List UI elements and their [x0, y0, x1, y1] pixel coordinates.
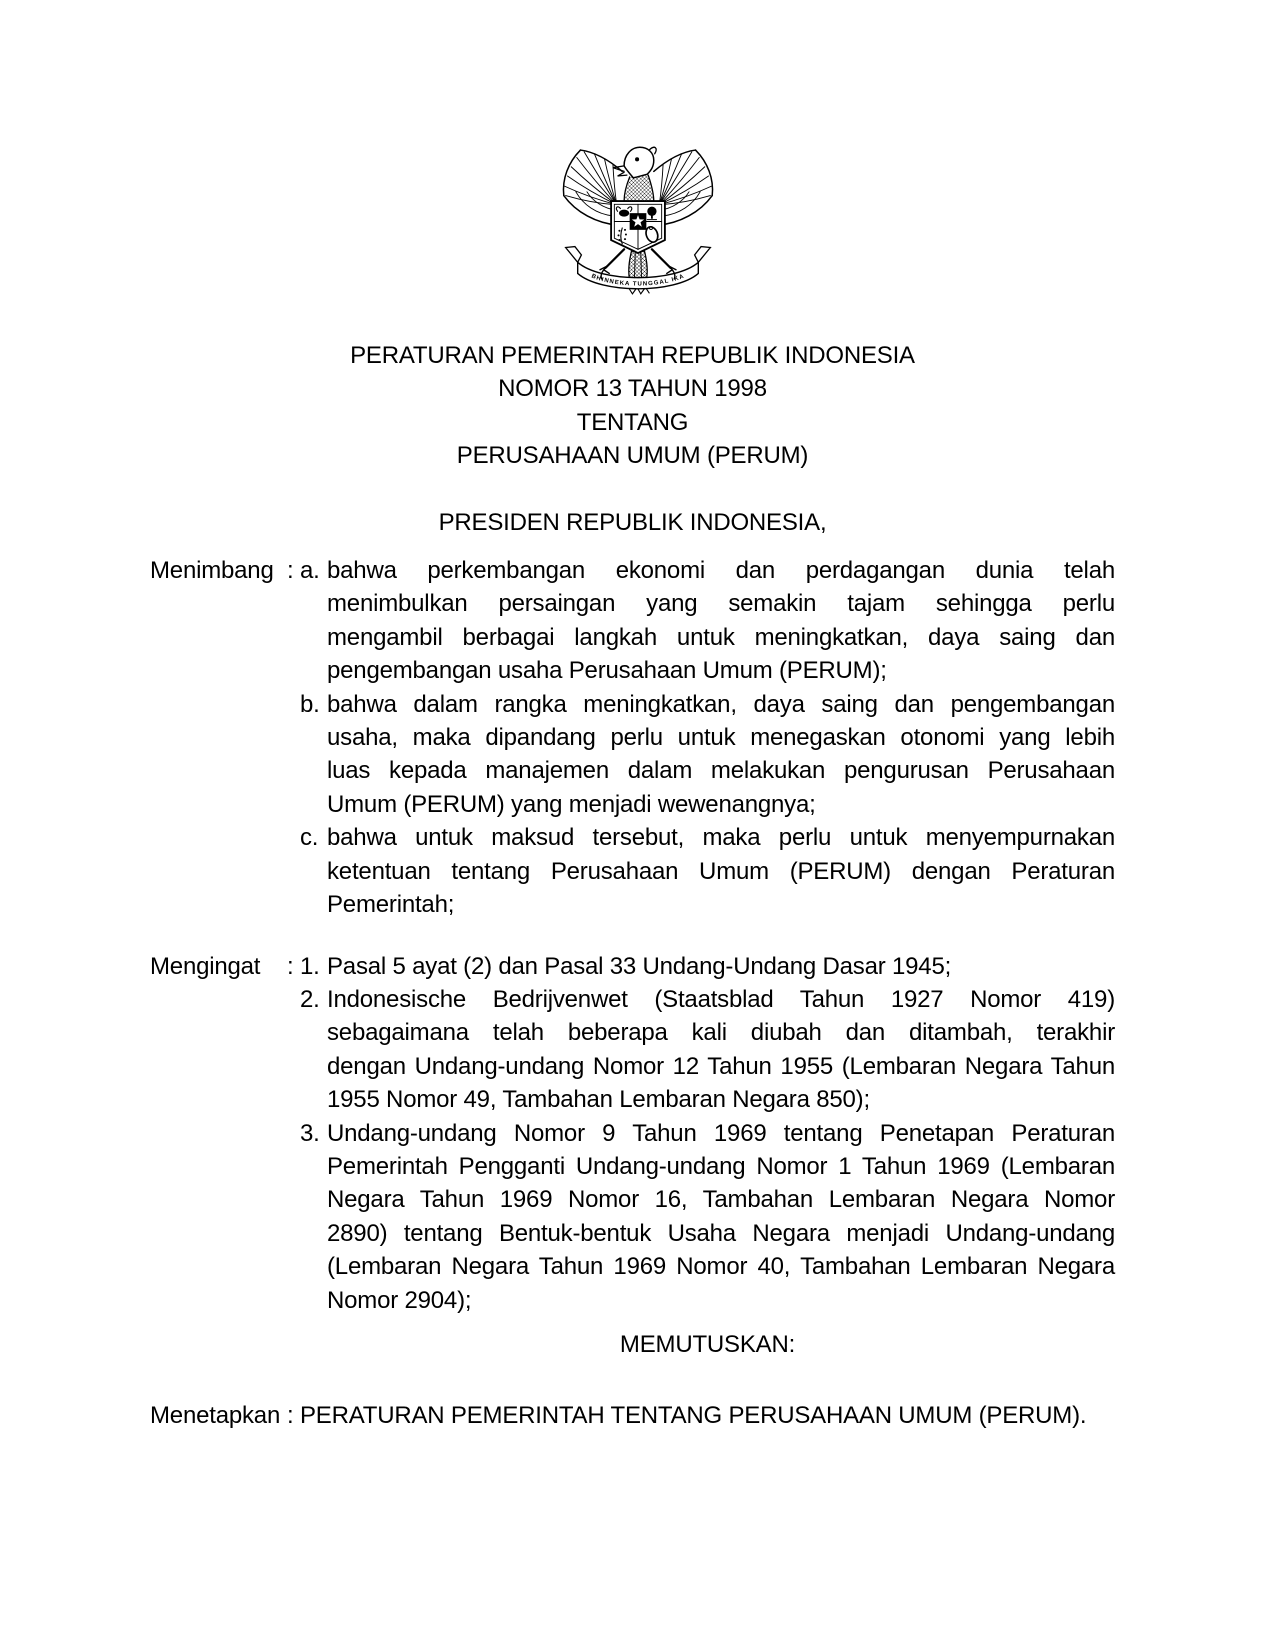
- text-line: mengambil berbagai langkah untuk meningkatkan, daya saing dan: [327, 623, 1115, 651]
- section-menimbang: [150, 554, 1115, 921]
- title-line: NOMOR 13 TAHUN 1998: [498, 375, 767, 403]
- text-line: ketentuan tentang Perusahaan Umum (PERUM) dengan Peraturan: [327, 857, 1115, 885]
- text-line: Indonesische Bedrijvenwet (Staatsblad Tahun 1927 Nomor 419): [327, 985, 1115, 1013]
- item-marker: 3.: [300, 1119, 320, 1147]
- item-text: [327, 1117, 1115, 1317]
- text-line: (Lembaran Negara Tahun 1969 Nomor 40, Tambahan Lembaran Negara: [327, 1253, 1115, 1281]
- document-title: [150, 339, 1115, 473]
- item-text: [327, 950, 1115, 983]
- text-line: luas kepada manajemen dalam melakukan pengurusan Perusahaan: [327, 757, 1115, 785]
- decision-heading: MEMUTUSKAN:: [619, 1330, 796, 1358]
- list-item: [300, 1117, 1115, 1317]
- item-marker: 1.: [300, 952, 320, 980]
- section-colon: :: [287, 952, 294, 980]
- text-line: Nomor 2904);: [327, 1286, 472, 1314]
- enactment-row: [150, 1399, 1115, 1432]
- text-line: Umum (PERUM) yang menjadi wewenangnya;: [327, 790, 816, 818]
- item-marker: c.: [300, 824, 319, 852]
- list-item: [300, 821, 1115, 921]
- text-line: pengembangan usaha Perusahaan Umum (PERUM);: [327, 657, 887, 685]
- item-marker: a.: [300, 557, 320, 585]
- text-line: Pemerintah;: [327, 891, 455, 919]
- enactment-text: PERATURAN PEMERINTAH TENTANG PERUSAHAAN UMUM (PERUM).: [300, 1402, 1087, 1430]
- list-item: [300, 688, 1115, 822]
- item-text: [327, 821, 1115, 921]
- salutation-line: PRESIDEN REPUBLIK INDONESIA,: [438, 508, 827, 536]
- section-items: [300, 950, 1115, 1317]
- text-line: usaha, maka dipandang perlu untuk menegaskan otonomi yang lebih: [327, 724, 1115, 752]
- item-text: [327, 983, 1115, 1117]
- list-item: [300, 554, 1115, 688]
- item-text: [327, 688, 1115, 822]
- clause-sections: [150, 554, 1115, 1317]
- text-line: sebagaimana telah beberapa kali diubah dan ditambah, terakhir: [327, 1019, 1115, 1047]
- section-colon: :: [287, 557, 294, 585]
- item-marker: b.: [300, 690, 320, 718]
- section-items: [300, 554, 1115, 921]
- list-item: [300, 950, 1115, 983]
- text-line: 1955 Nomor 49, Tambahan Lembaran Negara 850);: [327, 1086, 870, 1114]
- item-marker: 2.: [300, 985, 320, 1013]
- section-label: Menimbang: [150, 557, 274, 585]
- title-line: PERATURAN PEMERINTAH REPUBLIK INDONESIA: [350, 342, 915, 369]
- emblem-header: [0, 0, 1275, 305]
- title-line: PERUSAHAAN UMUM (PERUM): [456, 442, 809, 470]
- list-item: [300, 983, 1115, 1117]
- text-line: Pasal 5 ayat (2) dan Pasal 33 Undang-Undang Dasar 1945;: [327, 952, 952, 980]
- enactment-colon: :: [287, 1402, 294, 1430]
- text-line: menimbulkan persaingan yang semakin tajam sehingga perlu: [327, 590, 1115, 618]
- text-line: bahwa untuk maksud tersebut, maka perlu untuk menyempurnakan: [327, 824, 1115, 852]
- enactment-label: Menetapkan: [150, 1402, 281, 1430]
- text-line: bahwa dalam rangka meningkatkan, daya saing dan pengembangan: [327, 690, 1115, 718]
- text-line: Negara Tahun 1969 Nomor 16, Tambahan Lembaran Negara Nomor: [327, 1186, 1115, 1214]
- text-line: 2890) tentang Bentuk-bentuk Usaha Negara menjadi Undang-undang: [327, 1219, 1115, 1247]
- text-line: dengan Undang-undang Nomor 12 Tahun 1955 (Lembaran Negara Tahun: [327, 1052, 1115, 1080]
- section-mengingat: [150, 950, 1115, 1317]
- text-line: Undang-undang Nomor 9 Tahun 1969 tentang Penetapan Peraturan: [327, 1119, 1115, 1147]
- title-line: TENTANG: [576, 408, 689, 436]
- text-line: Pemerintah Pengganti Undang-undang Nomor 1 Tahun 1969 (Lembaran: [327, 1152, 1115, 1180]
- text-line: bahwa perkembangan ekonomi dan perdagangan dunia telah: [327, 557, 1115, 585]
- emblem-motto-text: BHINNEKA TUNGGAL IKA: [589, 273, 686, 288]
- section-label: Mengingat: [150, 952, 261, 980]
- garuda-pancasila-emblem: [559, 138, 717, 305]
- item-text: [327, 554, 1115, 688]
